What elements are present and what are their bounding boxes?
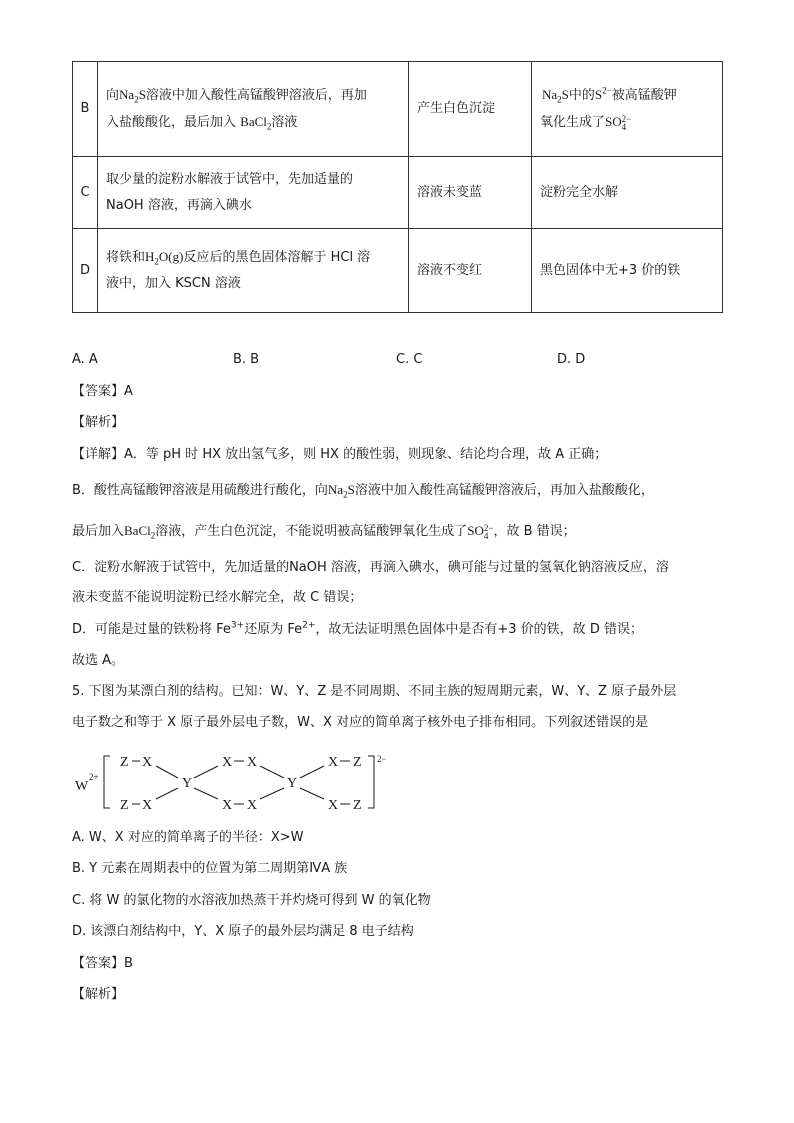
formula-s2: $S^{2-}$ <box>594 85 612 102</box>
svg-text:X: X <box>247 798 258 813</box>
svg-text:X: X <box>328 755 339 770</box>
table-row-b <box>73 62 723 157</box>
svg-text:Z: Z <box>353 755 362 770</box>
svg-text:Z: Z <box>120 798 129 813</box>
row-label: C <box>73 157 98 229</box>
choice-c: C. 将 W 的氯化物的水溶液加热蒸干并灼烧可得到 W 的氧化物 <box>72 893 431 908</box>
formula-na2s: $Na_2S$ <box>542 87 569 105</box>
row-label: D <box>73 229 98 313</box>
choice-d: D. 该漂白剂结构中，Y、X 原子的最外层均满足 8 电子结构 <box>72 924 414 939</box>
formula-so4: SO 2− 4 <box>605 114 632 133</box>
option-d: D. D <box>557 352 586 367</box>
row-label: B <box>73 62 98 157</box>
svg-text:Z: Z <box>120 755 129 770</box>
anion-charge: 2− <box>377 754 387 764</box>
svg-text:X: X <box>142 755 153 770</box>
conclusion-cell: $Na_2S$中的$S^{2-}$被高锰酸钾 氧化生成了SO 2− 4 <box>532 62 723 157</box>
question5-line2: 电子数之和等于 X 原子最外层电子数，W、X 对应的简单离子核外电子排布相同。下列叙述错误的是 <box>72 715 649 730</box>
option-a: A. A <box>72 352 98 367</box>
cation-charge: 2+ <box>89 772 99 782</box>
conclusion-cell: 黑色固体中无+3 价的铁 <box>532 229 723 313</box>
formula-bacl2: BaCl$_2$ <box>240 114 272 132</box>
table-row-d <box>73 229 723 313</box>
choose-line: 故选 A。 <box>72 653 125 668</box>
detail-c-line2: 液未变蓝不能说明淀粉已经水解完全，故 C 错误； <box>72 590 363 605</box>
svg-text:X: X <box>142 798 153 813</box>
formula-na2s: $Na_2S$ <box>327 482 355 500</box>
phenomenon-cell: 产生白色沉淀 <box>409 62 532 157</box>
detail-a: 【详解】A．等 pH 时 HX 放出氢气多，则 HX 的酸性弱，则现象、结论均合理，故 A 正确； <box>72 447 608 462</box>
svg-text:Z: Z <box>353 798 362 813</box>
choice-a: A. W、X 对应的简单离子的半径：X>W <box>72 830 304 845</box>
bleach-structure-diagram <box>72 750 402 814</box>
experiment-table <box>72 61 723 313</box>
operation-cell: 将铁和$H_2O(g)$反应后的黑色固体溶解于 HCl 溶 液中，加入 KSCN 溶液 <box>98 229 409 313</box>
svg-text:X: X <box>247 755 258 770</box>
cation-w: W <box>75 779 89 794</box>
formula-na2s: $Na_2S$ <box>119 87 146 105</box>
svg-text:Y: Y <box>182 776 193 791</box>
analysis-label: 【解析】 <box>72 415 125 430</box>
answer-label: 【答案】B <box>72 956 133 971</box>
phenomenon-cell: 溶液不变红 <box>409 229 532 313</box>
detail-b-line2: 最后加入BaCl$_2$溶液，产生白色沉淀，不能说明被高锰酸钾氧化生成了SO 2− 4 ，故 B 错误； <box>72 523 576 542</box>
operation-cell: 向$Na_2S$溶液中加入酸性高锰酸钾溶液后，再加 入盐酸酸化，最后加入 BaCl$_2$溶液 <box>98 62 409 157</box>
choice-b: B. Y 元素在周期表中的位置为第二周期第ⅣA 族 <box>72 861 348 876</box>
detail-b-line1: B．酸性高锰酸钾溶液是用硫酸进行酸化，向$Na_2S$溶液中加入酸性高锰酸钾溶液后，再加入盐酸酸化， <box>72 482 654 500</box>
detail-d: D．可能是过量的铁粉将 $Fe^{3+}$还原为 $Fe^{2+}$，故无法证明黑色固体中是否有+3 价的铁，故 D 错误； <box>72 620 643 637</box>
answer-label: 【答案】A <box>72 384 133 399</box>
option-b: B. B <box>233 352 260 367</box>
operation-cell: 取少量的淀粉水解液于试管中，先加适量的 NaOH 溶液，再滴入碘水 <box>98 157 409 229</box>
question5-line1: 5. 下图为某漂白剂的结构。已知：W、Y、Z 是不同周期、不同主族的短周期元素，W、Y、Z 原子最外层 <box>72 684 677 699</box>
svg-text:X: X <box>328 798 339 813</box>
svg-text:X: X <box>222 755 233 770</box>
conclusion-cell: 淀粉完全水解 <box>532 157 723 229</box>
analysis-label: 【解析】 <box>72 987 125 1002</box>
svg-text:X: X <box>222 798 233 813</box>
formula-so4: SO 2− 4 <box>467 523 494 542</box>
detail-c-line1: C．淀粉水解液于试管中，先加适量的NaOH 溶液，再滴入碘水，碘可能与过量的氢氧化钠溶液反应，溶 <box>72 560 669 575</box>
formula-bacl2: BaCl$_2$ <box>124 523 156 541</box>
option-c: C. C <box>396 352 423 367</box>
formula-h2o: $H_2O(g)$ <box>145 249 184 267</box>
table-row-c <box>73 157 723 229</box>
phenomenon-cell: 溶液未变蓝 <box>409 157 532 229</box>
svg-text:Y: Y <box>287 776 298 791</box>
